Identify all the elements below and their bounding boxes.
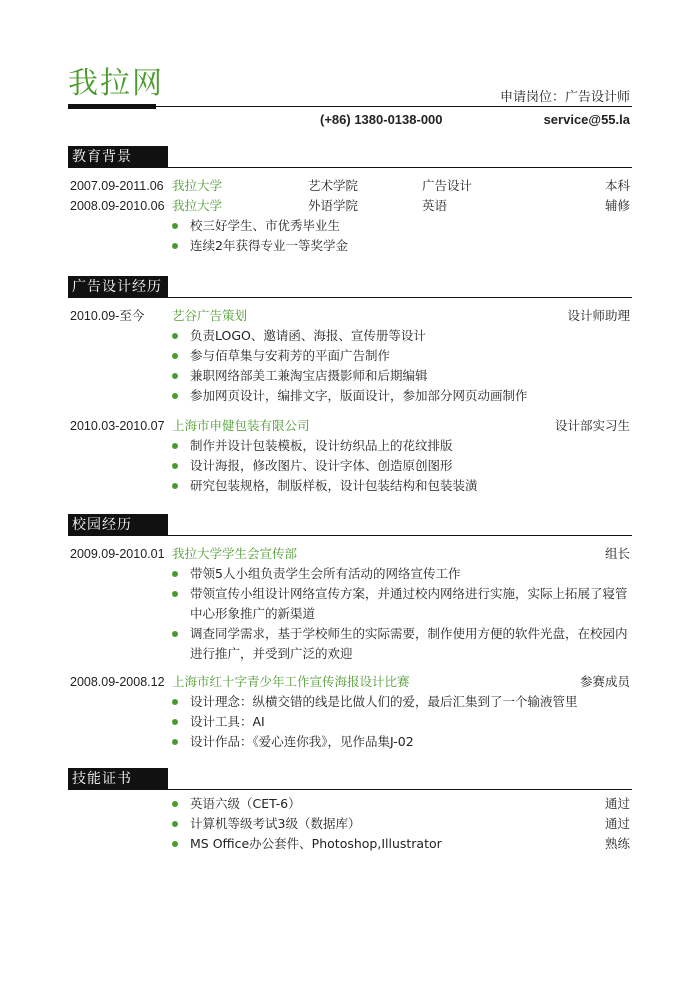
job-role: 设计师助理 [567,308,630,323]
organization-name: 上海市红十字青少年工作宣传海报设计比赛 [172,674,410,689]
list-item: 设计理念：纵横交错的线是比做人们的爱，最后汇集到了一个输液管里 [68,692,632,712]
email-address: service@55.la [543,112,630,127]
bullet-dot-icon [172,463,178,469]
campus-role: 参赛成员 [579,674,630,689]
bullet-dot-icon [172,333,178,339]
skill-level: 通过 [604,796,630,811]
experience-duties-list [68,436,632,496]
college-name: 艺术学院 [308,178,359,193]
campus-activities-list [68,564,632,664]
entry-date: 2007.09-2011.06 [70,179,164,193]
skill-name: 计算机等级考试3级（数据库） [190,816,361,831]
bullet-dot-icon [172,631,178,637]
experience-entry [68,416,632,436]
experience-entry [68,306,632,326]
list-item: 兼职网络部美工兼淘宝店摄影师和后期编辑 [68,366,632,386]
skill-name: MS Office办公套件、Photoshop,Illustrator [190,836,442,851]
list-item: 带领宣传小组设计网络宣传方案，并通过校内网络进行实施，实际上拓展了寝管中心形象推广的新渠道 [68,584,632,624]
bullet-dot-icon [172,483,178,489]
section-title: 教育背景 [68,146,168,168]
organization-name: 我拉大学学生会宣传部 [172,546,298,561]
section-header [68,768,632,790]
school-name: 我拉大学 [172,198,223,213]
list-item: 设计海报，修改图片、设计字体、创造原创图形 [68,456,632,476]
section-header [68,514,632,536]
phone-number: (+86) 1380-0138-000 [320,112,443,127]
entry-date: 2010.09-至今 [70,309,145,323]
company-name: 艺谷广告策划 [172,308,248,323]
section-divider [68,789,632,790]
experience-duties-list [68,326,632,406]
bullet-dot-icon [172,243,178,249]
education-section [68,146,632,256]
section-title: 技能证书 [68,768,168,790]
experience-section [68,276,632,496]
section-title: 校园经历 [68,514,168,536]
college-name: 外语学院 [308,198,359,213]
skill-level: 熟练 [604,836,630,851]
skill-item [68,814,632,834]
entry-date: 2008.09-2010.06 [70,199,165,213]
list-item: 带领5人小组负责学生会所有活动的网络宣传工作 [68,564,632,584]
applicant-name: 我拉网 [68,66,164,101]
bullet-dot-icon [172,739,178,745]
campus-entry [68,544,632,564]
bullet-dot-icon [172,699,178,705]
company-name: 上海市申健包装有限公司 [172,418,310,433]
list-item: 设计作品：《爱心连你我》，见作品集J-02 [68,732,632,752]
education-honors-list [68,216,632,256]
skills-section [68,768,632,854]
skill-item [68,794,632,814]
section-title: 广告设计经历 [68,276,168,298]
header-divider [68,106,632,107]
bullet-dot-icon [172,223,178,229]
bullet-dot-icon [172,821,178,827]
section-header [68,276,632,298]
bullet-dot-icon [172,353,178,359]
applied-position: 申请岗位：广告设计师 [499,90,630,105]
campus-role: 组长 [604,546,630,561]
bullet-dot-icon [172,373,178,379]
list-item: 调查同学需求，基于学校师生的实际需要，制作使用方便的软件光盘，在校园内进行推广，并受到广泛的欢迎 [68,624,632,664]
bullet-dot-icon [172,393,178,399]
section-divider [68,297,632,298]
campus-section [68,514,632,752]
education-entry [68,196,632,216]
major-name: 英语 [422,198,448,213]
bullet-dot-icon [172,443,178,449]
skill-name: 英语六级（CET-6） [190,796,301,811]
school-name: 我拉大学 [172,178,223,193]
entry-date: 2009.09-2010.01 [70,547,165,561]
campus-entry [68,672,632,692]
bullet-dot-icon [172,571,178,577]
campus-activities-list [68,692,632,752]
major-name: 广告设计 [422,178,473,193]
list-item: 负责LOGO、邀请函、海报、宣传册等设计 [68,326,632,346]
skill-item [68,834,632,854]
list-item: 研究包装规格，制版样板，设计包装结构和包装装潢 [68,476,632,496]
list-item: 校三好学生、市优秀毕业生 [68,216,632,236]
bullet-dot-icon [172,801,178,807]
bullet-dot-icon [172,719,178,725]
section-divider [68,535,632,536]
education-entry [68,176,632,196]
bullet-dot-icon [172,591,178,597]
entry-date: 2010.03-2010.07 [70,419,165,433]
list-item: 连续2年获得专业一等奖学金 [68,236,632,256]
list-item: 制作并设计包装模板，设计纺织品上的花纹排版 [68,436,632,456]
degree: 辅修 [604,198,630,213]
section-divider [68,167,632,168]
list-item: 参与佰草集与安莉芳的平面广告制作 [68,346,632,366]
list-item: 参加网页设计，编排文字，版面设计，参加部分网页动画制作 [68,386,632,406]
skill-level: 通过 [604,816,630,831]
entry-date: 2008.09-2008.12 [70,675,165,689]
section-header [68,146,632,168]
bullet-dot-icon [172,841,178,847]
job-role: 设计部实习生 [554,418,630,433]
list-item: 设计工具：AI [68,712,632,732]
degree: 本科 [604,178,630,193]
